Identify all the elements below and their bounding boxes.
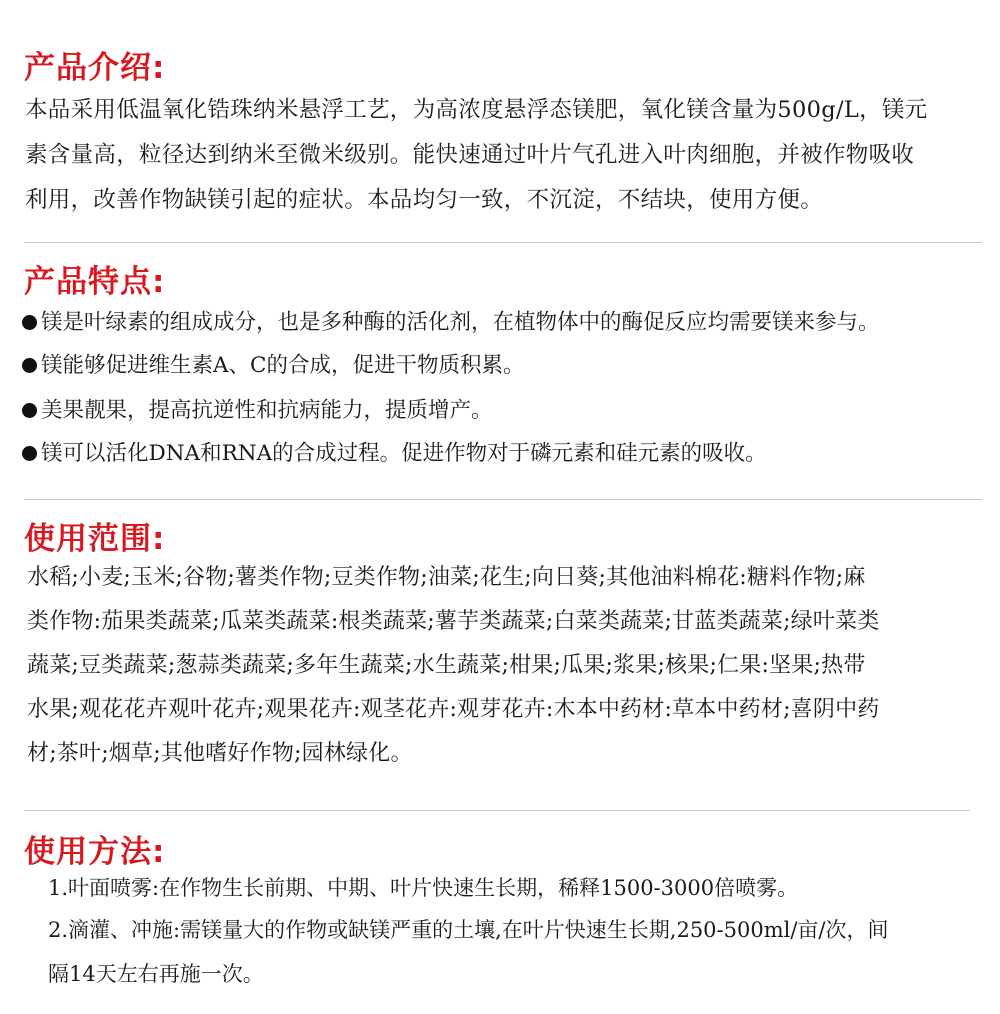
feature-item (22, 393, 493, 424)
method-step: 1.叶面喷雾:在作物生长前期、中期、叶片快速生长期，稀释1500-3000倍喷雾。 (48, 876, 799, 900)
bullet-dot-icon (22, 403, 37, 418)
feature-item (22, 436, 767, 467)
intro-line: 素含量高，粒径达到纳米至微米级别。能快速通过叶片气孔进入叶肉细胞，并被作物吸收 (25, 142, 915, 168)
bullet-dot-icon (22, 358, 37, 373)
method-step-continued: 隔14天左右再施一次。 (48, 962, 264, 986)
intro-paragraph (25, 88, 927, 223)
scope-line: 材;茶叶;烟草;其他嗜好作物;园林绿化。 (27, 741, 413, 766)
feature-item (22, 305, 880, 336)
feature-item (22, 348, 524, 379)
scope-line: 蔬菜;豆类蔬菜;葱蒜类蔬菜;多年生蔬菜;水生蔬菜;柑果;瓜果;浆果;核果;仁果:坚果;热带 (27, 653, 866, 678)
intro-heading: 产品介绍: (24, 50, 166, 86)
section-divider (24, 242, 982, 243)
bullet-dot-icon (22, 315, 37, 330)
bullet-dot-icon (22, 446, 37, 461)
scope-line: 水稻;小麦;玉米;谷物;薯类作物;豆类作物;油菜;花生;向日葵;其他油料棉花:糖料作物;麻 (27, 565, 866, 590)
scope-paragraph (27, 556, 880, 776)
feature-text: 镁是叶绿素的组成成分，也是多种酶的活化剂，在植物体中的酶促反应均需要镁来参与。 (41, 310, 880, 335)
features-heading: 产品特点: (24, 264, 166, 300)
feature-text: 镁可以活化DNA和RNA的合成过程。促进作物对于磷元素和硅元素的吸收。 (41, 441, 767, 466)
scope-line: 水果;观花花卉观叶花卉;观果花卉:观茎花卉:观芽花卉:木本中药材:草本中药材;喜阴中药 (27, 697, 880, 722)
feature-text: 镁能够促进维生素A、C的合成，促进干物质积累。 (41, 353, 525, 378)
method-step: 2.滴灌、冲施:需镁量大的作物或缺镁严重的土壤,在叶片快速生长期,250-500ml/亩/次，间 (48, 918, 889, 942)
feature-text: 美果靓果，提高抗逆性和抗病能力，提质增产。 (41, 398, 493, 423)
intro-line: 本品采用低温氧化锆珠纳米悬浮工艺，为高浓度悬浮态镁肥，氧化镁含量为500g/L，镁元 (25, 97, 928, 123)
scope-heading: 使用范围: (24, 521, 166, 557)
scope-line: 类作物:茄果类蔬菜;瓜菜类蔬菜:根类蔬菜;薯芋类蔬菜;白菜类蔬菜;甘蓝类蔬菜;绿叶菜类 (27, 609, 880, 634)
section-divider (24, 810, 970, 811)
section-divider (24, 499, 982, 500)
intro-line: 利用，改善作物缺镁引起的症状。本品均匀一致，不沉淀，不结块，使用方便。 (25, 187, 824, 213)
method-heading: 使用方法: (24, 834, 166, 870)
